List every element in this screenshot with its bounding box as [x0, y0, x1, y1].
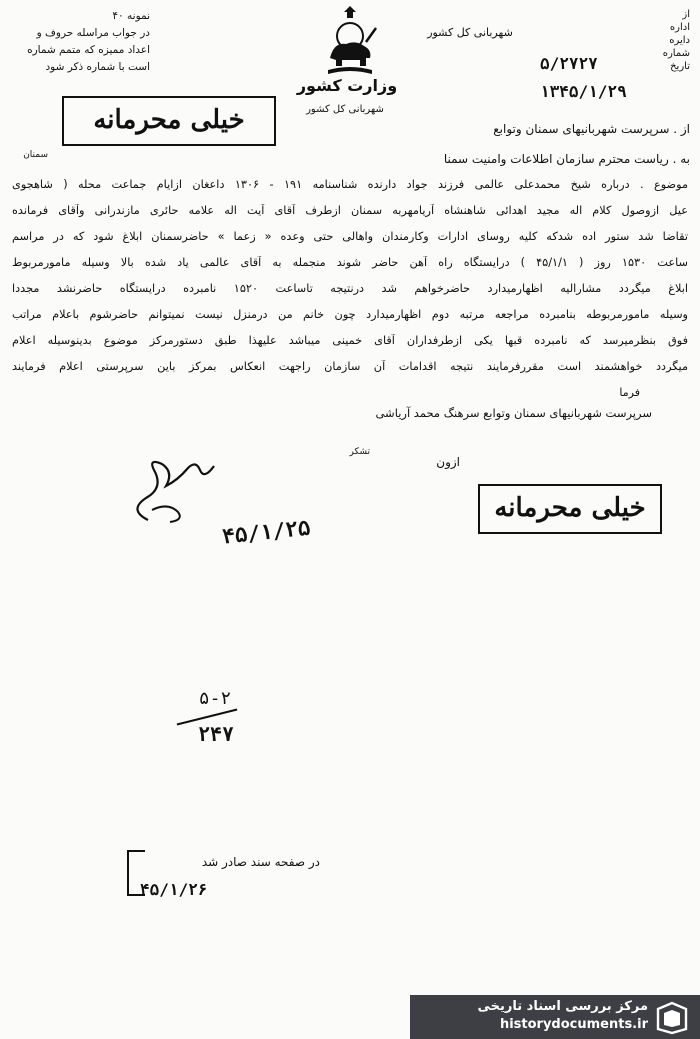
handwritten-ref: ۵-۲ [198, 688, 232, 709]
closing-word: فرما [619, 386, 640, 399]
confidential-stamp: خیلی محرمانه [62, 96, 276, 146]
to-line: به . ریاست محترم سازمان اطلاعات وامنیت سمنا [443, 152, 690, 166]
margin-note: سمنان [23, 150, 48, 160]
handwritten-filing-date: ۴۵/۱/۲۶ [140, 880, 208, 899]
ministry-name: وزارت کشور [296, 76, 398, 95]
handwritten-note: ازون [436, 455, 460, 469]
watermark-banner [410, 995, 700, 1039]
handwritten-date-bottom: ۴۵/۱/۲۵ [221, 515, 312, 549]
body-line: تقاضا شد ستور اده شدکه کلیه روسای ادارات وکارمندان واهالی حتی وعده « زعما » حاضرسمنان ابلاغ شود که در مراسم [12, 230, 688, 243]
meta-field: اداره [669, 22, 690, 33]
form-note-line: در جواب مراسله حروف و [36, 27, 150, 39]
body-line: ساعت ۱۵۳۰ روز ( ۴۵/۱/۱ ) درایستگاه راه آهن حاضر شوند منجمله به آقای عالمی یاد شده بالا وسیله مامورمربوط [12, 256, 688, 269]
handwritten-note-small: تشکر [349, 447, 370, 457]
form-note-line: نمونه ۴۰ [112, 10, 150, 22]
body-line: موضوع . درباره شیخ محمدعلی عالمی فرزند جواد دارنده شناسنامه ۱۹۱ - ۱۳۰۶ داعغان ازایام جماعت محله ( شاهجوی [12, 178, 688, 191]
department-name: شهربانی کل کشور [427, 26, 513, 39]
ministry-subtitle: شهربانی کل کشور [306, 104, 384, 115]
watermark-url: historydocuments.ir [499, 1017, 648, 1032]
meta-field: تاریخ [670, 61, 690, 72]
confidential-stamp-bottom: خیلی محرمانه [478, 484, 662, 534]
signatory-title: سرپرست شهربانیهای سمنان وتوابع سرهنگ محمد آریاشی [375, 406, 652, 420]
meta-field: از [682, 9, 690, 20]
watermark-title: مرکز بررسی اسناد تاریخی [477, 999, 648, 1014]
meta-field: شماره [662, 48, 690, 59]
handwritten-filing-note: در صفحه سند صادر شد [201, 855, 320, 869]
from-line: از . سرپرست شهربانیهای سمنان وتوابع [493, 122, 690, 136]
body-line: عیل ازوصول کلام اله مجید اهدائی شاهنشاه آریامهربه سمنان ازطرف آقای آیت اله علامه حائری مازندرانی وآقای فرمانده [12, 204, 688, 217]
handwritten-date: ۱۳۴۵/۱/۲۹ [540, 82, 627, 101]
form-note-line: است با شماره ذکر شود [45, 61, 150, 73]
handwritten-number: ۵/۲۷۲۷ [540, 54, 598, 73]
body-line: وسیله مامورمربوطه بنامبرده مراجعه مرتبه دوم اظهارمیدارد چون خانم من درمنزل نیست نمیتوانم حاضرشوم باعلام مراتب [12, 308, 688, 321]
body-line: فوق بنظرمیرسد که نامبرده قبها یکی ازطرفداران آقای خمینی میباشد علیهذا طبق دستورمرکز موضوع بدینوسیله اعلام [12, 334, 688, 347]
meta-field: دایره [669, 35, 690, 46]
lion-and-sun-emblem-icon [322, 6, 378, 78]
body-line: میگردد خواهشمند است مقررفرمایند نتیجه اقدامات آن سازمان راجهت انعکاس بمرکز باین سرپرستی اعلام فرمایند [12, 360, 688, 373]
form-note-line: اعداد ممیزه که متمم شماره [27, 44, 150, 56]
archive-logo-icon [654, 999, 690, 1035]
handwritten-ref-number: ۲۴۷ [197, 722, 235, 746]
signature-icon [118, 450, 238, 530]
body-line: ابلاغ میگردد مشارالیه اظهارمیدارد حاضرخواهم شد درنتیجه تاساعت ۱۵۲۰ نامبرده درایستگاه حاضرنشد مجددا [12, 282, 688, 295]
form-note [10, 8, 150, 76]
